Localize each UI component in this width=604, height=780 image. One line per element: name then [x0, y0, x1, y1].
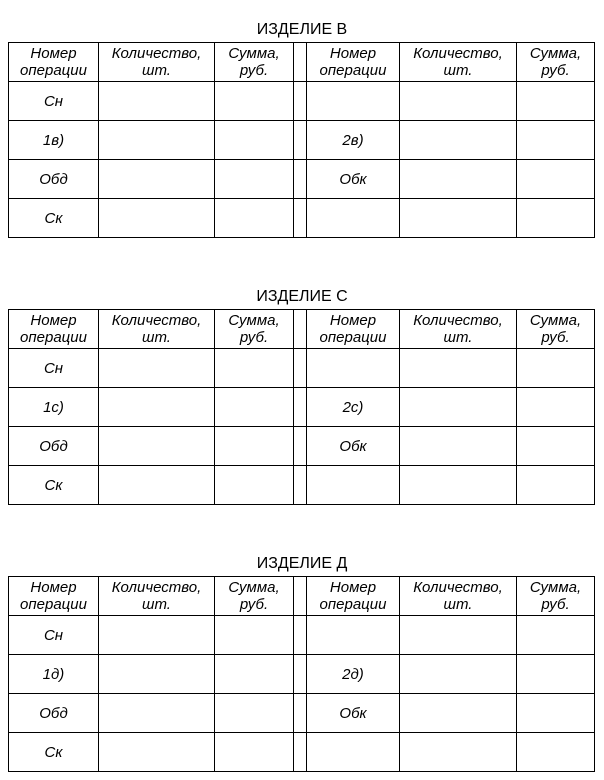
amount-cell-left[interactable]: [215, 388, 294, 427]
quantity-cell-left[interactable]: [99, 82, 215, 121]
spacer-column: [294, 310, 307, 349]
header-operation-number: Номер операции: [307, 43, 400, 82]
operation-cell-left: 1д): [9, 655, 99, 694]
quantity-cell-left[interactable]: [99, 160, 215, 199]
spacer-cell: [294, 427, 307, 466]
spacer-cell: [294, 349, 307, 388]
amount-cell-left[interactable]: [215, 121, 294, 160]
spacer-column: [294, 577, 307, 616]
operation-cell-right: 2с): [307, 388, 400, 427]
spacer-cell: [294, 121, 307, 160]
table-row: [9, 160, 595, 199]
header-amount: Сумма, руб.: [517, 577, 595, 616]
header-quantity: Количество, шт.: [99, 43, 215, 82]
table-row: [9, 616, 595, 655]
amount-cell-left[interactable]: [215, 349, 294, 388]
amount-cell-left[interactable]: [215, 655, 294, 694]
quantity-cell-left[interactable]: [99, 466, 215, 505]
quantity-cell-right[interactable]: [400, 121, 517, 160]
spacer-cell: [294, 199, 307, 238]
amount-cell-right[interactable]: [517, 349, 595, 388]
amount-cell-left[interactable]: [215, 160, 294, 199]
table-row: [9, 427, 595, 466]
header-row: [9, 577, 595, 616]
header-row: [9, 43, 595, 82]
header-quantity: Количество, шт.: [99, 310, 215, 349]
quantity-cell-right[interactable]: [400, 694, 517, 733]
amount-cell-right[interactable]: [517, 160, 595, 199]
operation-cell-left: 1в): [9, 121, 99, 160]
spacer-cell: [294, 82, 307, 121]
quantity-cell-left[interactable]: [99, 199, 215, 238]
amount-cell-right[interactable]: [517, 388, 595, 427]
spacer-cell: [294, 655, 307, 694]
quantity-cell-left[interactable]: [99, 733, 215, 772]
operation-cell-left: Ск: [9, 466, 99, 505]
quantity-cell-right[interactable]: [400, 655, 517, 694]
operation-cell-right: Обк: [307, 694, 400, 733]
table-row: [9, 121, 595, 160]
table-row: [9, 199, 595, 238]
operation-cell-left: Обд: [9, 427, 99, 466]
amount-cell-left[interactable]: [215, 694, 294, 733]
table-row: [9, 733, 595, 772]
operation-cell-right: 2д): [307, 655, 400, 694]
ledger-table: [8, 42, 595, 238]
quantity-cell-left[interactable]: [99, 427, 215, 466]
amount-cell-left[interactable]: [215, 733, 294, 772]
operation-cell-left: Ск: [9, 733, 99, 772]
table-row: [9, 82, 595, 121]
quantity-cell-right[interactable]: [400, 388, 517, 427]
spacer-cell: [294, 160, 307, 199]
spacer-cell: [294, 466, 307, 505]
amount-cell-right[interactable]: [517, 121, 595, 160]
quantity-cell-right[interactable]: [400, 349, 517, 388]
quantity-cell-left[interactable]: [99, 121, 215, 160]
spacer-column: [294, 43, 307, 82]
quantity-cell-left[interactable]: [99, 655, 215, 694]
amount-cell-right[interactable]: [517, 199, 595, 238]
header-quantity: Количество, шт.: [400, 43, 517, 82]
header-operation-number: Номер операции: [307, 577, 400, 616]
operation-cell-left: Сн: [9, 349, 99, 388]
header-amount: Сумма, руб.: [215, 310, 294, 349]
ledger-table: [8, 309, 595, 505]
header-operation-number: Номер операции: [9, 310, 99, 349]
amount-cell-right[interactable]: [517, 616, 595, 655]
operation-cell-left: Ск: [9, 199, 99, 238]
quantity-cell-right[interactable]: [400, 199, 517, 238]
operation-cell-left: Обд: [9, 694, 99, 733]
table-row: [9, 655, 595, 694]
quantity-cell-left[interactable]: [99, 616, 215, 655]
spacer-cell: [294, 694, 307, 733]
section-title: ИЗДЕЛИЕ С: [256, 288, 348, 305]
quantity-cell-left[interactable]: [99, 388, 215, 427]
table-row: [9, 466, 595, 505]
quantity-cell-left[interactable]: [99, 349, 215, 388]
header-operation-number: Номер операции: [307, 310, 400, 349]
header-operation-number: Номер операции: [9, 43, 99, 82]
amount-cell-left[interactable]: [215, 199, 294, 238]
operation-cell-left: Обд: [9, 160, 99, 199]
operation-cell-right: [307, 349, 400, 388]
quantity-cell-left[interactable]: [99, 694, 215, 733]
operation-cell-left: 1с): [9, 388, 99, 427]
header-amount: Сумма, руб.: [215, 577, 294, 616]
header-amount: Сумма, руб.: [517, 43, 595, 82]
section-title: ИЗДЕЛИЕ Д: [256, 555, 348, 572]
header-amount: Сумма, руб.: [215, 43, 294, 82]
amount-cell-right[interactable]: [517, 655, 595, 694]
amount-cell-left[interactable]: [215, 466, 294, 505]
operation-cell-right: [307, 616, 400, 655]
operation-cell-right: 2в): [307, 121, 400, 160]
operation-cell-right: Обк: [307, 427, 400, 466]
quantity-cell-right[interactable]: [400, 82, 517, 121]
quantity-cell-right[interactable]: [400, 160, 517, 199]
amount-cell-right[interactable]: [517, 427, 595, 466]
amount-cell-left[interactable]: [215, 616, 294, 655]
header-quantity: Количество, шт.: [400, 310, 517, 349]
quantity-cell-right[interactable]: [400, 616, 517, 655]
operation-cell-right: [307, 82, 400, 121]
amount-cell-right[interactable]: [517, 82, 595, 121]
spacer-cell: [294, 733, 307, 772]
operation-cell-right: Обк: [307, 160, 400, 199]
operation-cell-right: [307, 733, 400, 772]
header-operation-number: Номер операции: [9, 577, 99, 616]
operation-cell-right: [307, 199, 400, 238]
amount-cell-left[interactable]: [215, 427, 294, 466]
spacer-cell: [294, 616, 307, 655]
table-row: [9, 694, 595, 733]
header-amount: Сумма, руб.: [517, 310, 595, 349]
table-row: [9, 388, 595, 427]
quantity-cell-right[interactable]: [400, 466, 517, 505]
quantity-cell-right[interactable]: [400, 427, 517, 466]
table-row: [9, 349, 595, 388]
ledger-table: [8, 576, 595, 772]
header-quantity: Количество, шт.: [99, 577, 215, 616]
header-row: [9, 310, 595, 349]
spacer-cell: [294, 388, 307, 427]
amount-cell-right[interactable]: [517, 733, 595, 772]
quantity-cell-right[interactable]: [400, 733, 517, 772]
header-quantity: Количество, шт.: [400, 577, 517, 616]
amount-cell-right[interactable]: [517, 466, 595, 505]
operation-cell-right: [307, 466, 400, 505]
operation-cell-left: Сн: [9, 616, 99, 655]
section-title: ИЗДЕЛИЕ В: [256, 21, 348, 38]
amount-cell-left[interactable]: [215, 82, 294, 121]
amount-cell-right[interactable]: [517, 694, 595, 733]
operation-cell-left: Сн: [9, 82, 99, 121]
